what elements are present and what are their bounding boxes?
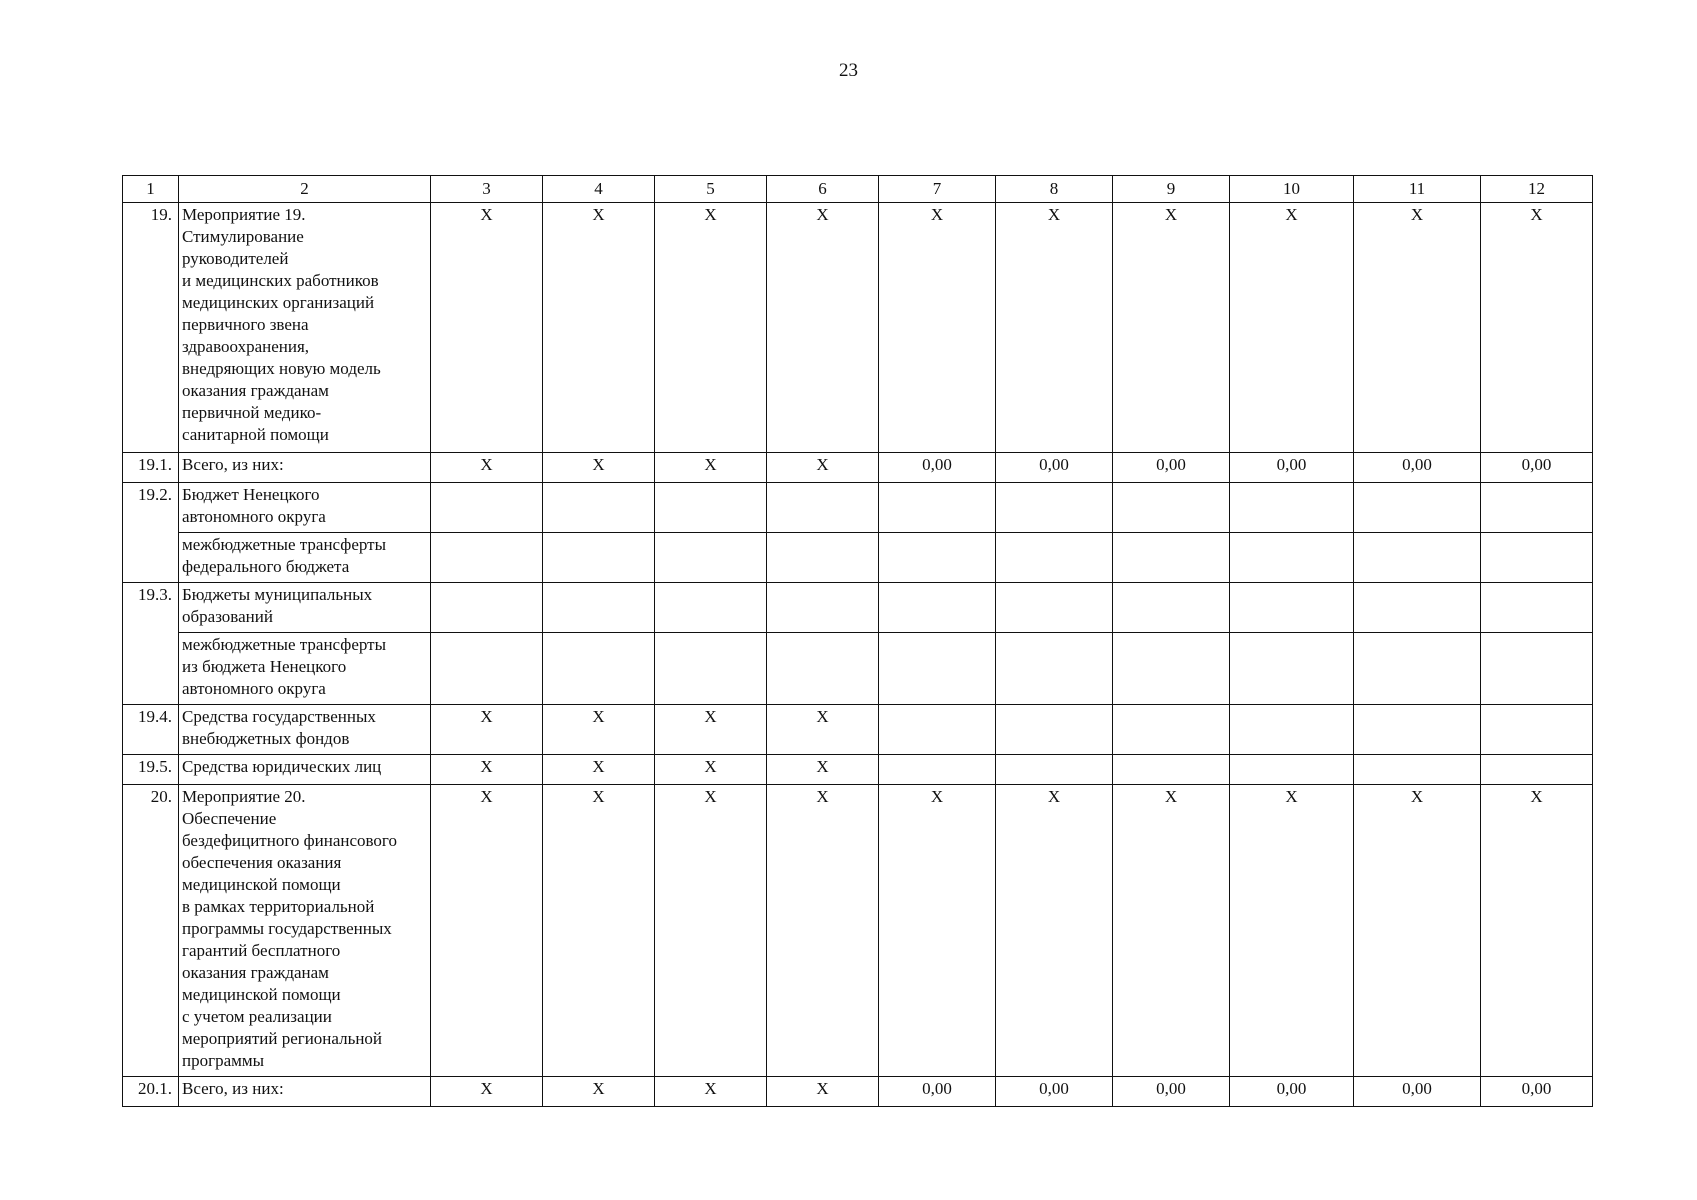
row-label-line: межбюджетные трансферты <box>182 535 386 554</box>
value-cell <box>431 533 543 583</box>
value-cell <box>879 755 996 785</box>
row-label-line: образований <box>182 607 273 626</box>
value-cell: X <box>767 755 879 785</box>
value-cell <box>1230 633 1354 705</box>
value-cell: X <box>431 203 543 453</box>
row-number: 19. <box>123 203 179 453</box>
value-cell: X <box>655 785 767 1077</box>
row-label-line: и медицинских работников <box>182 271 379 290</box>
table-row <box>123 705 1593 755</box>
value-cell: X <box>879 785 996 1077</box>
row-label-line: санитарной помощи <box>182 425 329 444</box>
value-cell: X <box>431 705 543 755</box>
value-cell <box>996 533 1113 583</box>
row-label-line: медицинской помощи <box>182 875 341 894</box>
value-cell: X <box>767 453 879 483</box>
row-label <box>179 785 431 1077</box>
value-cell: X <box>767 203 879 453</box>
row-label <box>179 583 431 633</box>
value-cell <box>655 483 767 533</box>
header-cell: 6 <box>767 176 879 203</box>
financing-table <box>122 175 1593 1107</box>
value-cell: X <box>543 1077 655 1107</box>
row-label-line: внедряющих новую модель <box>182 359 381 378</box>
row-label-line: Мероприятие 19. <box>182 205 306 224</box>
value-cell <box>1481 583 1593 633</box>
value-cell: X <box>543 453 655 483</box>
table-row <box>123 533 1593 583</box>
value-cell <box>1481 633 1593 705</box>
row-number: 20.1. <box>123 1077 179 1107</box>
value-cell <box>879 533 996 583</box>
value-cell <box>543 633 655 705</box>
value-cell <box>655 583 767 633</box>
value-cell: X <box>431 785 543 1077</box>
value-cell: 0,00 <box>1230 1077 1354 1107</box>
value-cell: X <box>996 203 1113 453</box>
row-label <box>179 203 431 453</box>
row-number: 19.4. <box>123 705 179 755</box>
row-label-line: автономного округа <box>182 507 326 526</box>
value-cell <box>1481 755 1593 785</box>
table-row <box>123 453 1593 483</box>
value-cell <box>431 483 543 533</box>
value-cell: X <box>543 705 655 755</box>
value-cell <box>431 583 543 633</box>
table-row <box>123 755 1593 785</box>
value-cell <box>879 583 996 633</box>
header-cell: 5 <box>655 176 767 203</box>
value-cell: 0,00 <box>1354 453 1481 483</box>
header-cell: 7 <box>879 176 996 203</box>
value-cell: X <box>655 755 767 785</box>
value-cell: X <box>996 785 1113 1077</box>
row-label-line: здравоохранения, <box>182 337 310 356</box>
row-label-line: оказания гражданам <box>182 963 329 982</box>
value-cell <box>996 755 1113 785</box>
value-cell: 0,00 <box>1354 1077 1481 1107</box>
value-cell: 0,00 <box>879 1077 996 1107</box>
row-label-line: автономного округа <box>182 679 326 698</box>
row-number: 19.2. <box>123 483 179 583</box>
header-cell: 4 <box>543 176 655 203</box>
value-cell: 0,00 <box>1481 1077 1593 1107</box>
value-cell <box>1354 533 1481 583</box>
value-cell: X <box>1481 785 1593 1077</box>
row-label-line: Бюджеты муниципальных <box>182 585 373 604</box>
row-label-line: Мероприятие 20. <box>182 787 306 806</box>
value-cell <box>431 633 543 705</box>
value-cell <box>1230 483 1354 533</box>
table-row <box>123 785 1593 1077</box>
value-cell: X <box>543 755 655 785</box>
row-label-line: первичной медико- <box>182 403 322 422</box>
value-cell <box>1113 483 1230 533</box>
value-cell: X <box>767 705 879 755</box>
row-label <box>179 483 431 533</box>
table-row <box>123 583 1593 633</box>
value-cell <box>1113 705 1230 755</box>
value-cell <box>543 583 655 633</box>
value-cell: X <box>655 705 767 755</box>
row-label-line: первичного звена <box>182 315 309 334</box>
header-cell: 9 <box>1113 176 1230 203</box>
value-cell <box>767 583 879 633</box>
table-row <box>123 483 1593 533</box>
value-cell: X <box>1113 203 1230 453</box>
value-cell <box>1354 583 1481 633</box>
value-cell <box>996 483 1113 533</box>
value-cell: X <box>1230 785 1354 1077</box>
value-cell: X <box>655 203 767 453</box>
value-cell <box>1113 583 1230 633</box>
table-row <box>123 633 1593 705</box>
row-label-line: Всего, из них: <box>182 1079 284 1098</box>
value-cell: X <box>1354 785 1481 1077</box>
value-cell: 0,00 <box>879 453 996 483</box>
value-cell: X <box>431 755 543 785</box>
value-cell: X <box>767 1077 879 1107</box>
row-label-line: медицинской помощи <box>182 985 341 1004</box>
value-cell <box>1230 583 1354 633</box>
table-row <box>123 203 1593 453</box>
value-cell <box>767 633 879 705</box>
value-cell <box>655 633 767 705</box>
value-cell: 0,00 <box>1113 1077 1230 1107</box>
value-cell <box>1354 705 1481 755</box>
value-cell: X <box>1113 785 1230 1077</box>
header-cell: 10 <box>1230 176 1354 203</box>
value-cell <box>767 483 879 533</box>
value-cell <box>879 483 996 533</box>
row-label-line: Всего, из них: <box>182 455 284 474</box>
row-label-line: из бюджета Ненецкого <box>182 657 347 676</box>
value-cell: X <box>543 203 655 453</box>
header-cell: 11 <box>1354 176 1481 203</box>
row-label-line: программы государственных <box>182 919 392 938</box>
value-cell <box>1230 755 1354 785</box>
value-cell: X <box>1481 203 1593 453</box>
value-cell: X <box>431 453 543 483</box>
value-cell: X <box>1230 203 1354 453</box>
row-label <box>179 533 431 583</box>
row-number: 19.3. <box>123 583 179 705</box>
value-cell: X <box>1354 203 1481 453</box>
value-cell: X <box>655 1077 767 1107</box>
row-label-line: Бюджет Ненецкого <box>182 485 320 504</box>
value-cell: 0,00 <box>1481 453 1593 483</box>
row-label-line: федерального бюджета <box>182 557 350 576</box>
header-cell: 8 <box>996 176 1113 203</box>
value-cell <box>1230 705 1354 755</box>
value-cell <box>543 483 655 533</box>
header-cell: 3 <box>431 176 543 203</box>
row-label-line: с учетом реализации <box>182 1007 332 1026</box>
row-label-line: межбюджетные трансферты <box>182 635 386 654</box>
row-label-line: бездефицитного финансового <box>182 831 397 850</box>
value-cell <box>996 583 1113 633</box>
header-cell: 2 <box>179 176 431 203</box>
value-cell <box>879 705 996 755</box>
value-cell <box>1354 755 1481 785</box>
value-cell <box>1354 483 1481 533</box>
row-label <box>179 1077 431 1107</box>
value-cell <box>767 533 879 583</box>
value-cell <box>1230 533 1354 583</box>
row-label-line: оказания гражданам <box>182 381 329 400</box>
value-cell <box>1481 483 1593 533</box>
row-label-line: Стимулирование <box>182 227 304 246</box>
row-label-line: Средства государственных <box>182 707 376 726</box>
row-label-line: внебюджетных фондов <box>182 729 350 748</box>
row-label-line: в рамках территориальной <box>182 897 375 916</box>
row-label <box>179 755 431 785</box>
value-cell: 0,00 <box>1230 453 1354 483</box>
row-number: 19.5. <box>123 755 179 785</box>
value-cell: X <box>655 453 767 483</box>
row-label-line: руководителей <box>182 249 289 268</box>
row-label-line: мероприятий региональной <box>182 1029 383 1048</box>
row-label-line: программы <box>182 1051 265 1070</box>
value-cell <box>1113 633 1230 705</box>
value-cell: 0,00 <box>996 453 1113 483</box>
value-cell <box>1481 705 1593 755</box>
value-cell <box>879 633 996 705</box>
page-number: 23 <box>839 60 858 81</box>
table-row <box>123 1077 1593 1107</box>
row-label-line: Средства юридических лиц <box>182 757 382 776</box>
header-row <box>123 176 1593 203</box>
value-cell <box>543 533 655 583</box>
row-label-line: Обеспечение <box>182 809 277 828</box>
value-cell <box>996 633 1113 705</box>
value-cell: X <box>879 203 996 453</box>
row-label <box>179 705 431 755</box>
value-cell: 0,00 <box>1113 453 1230 483</box>
value-cell <box>1113 533 1230 583</box>
value-cell <box>996 705 1113 755</box>
row-label <box>179 633 431 705</box>
value-cell <box>1354 633 1481 705</box>
value-cell: X <box>431 1077 543 1107</box>
header-cell: 1 <box>123 176 179 203</box>
value-cell <box>1113 755 1230 785</box>
row-label-line: гарантий бесплатного <box>182 941 341 960</box>
row-label <box>179 453 431 483</box>
row-number: 20. <box>123 785 179 1077</box>
value-cell <box>1481 533 1593 583</box>
row-label-line: обеспечения оказания <box>182 853 342 872</box>
value-cell: X <box>543 785 655 1077</box>
value-cell: X <box>767 785 879 1077</box>
value-cell <box>655 533 767 583</box>
header-cell: 12 <box>1481 176 1593 203</box>
row-label-line: медицинских организаций <box>182 293 375 312</box>
value-cell: 0,00 <box>996 1077 1113 1107</box>
row-number: 19.1. <box>123 453 179 483</box>
